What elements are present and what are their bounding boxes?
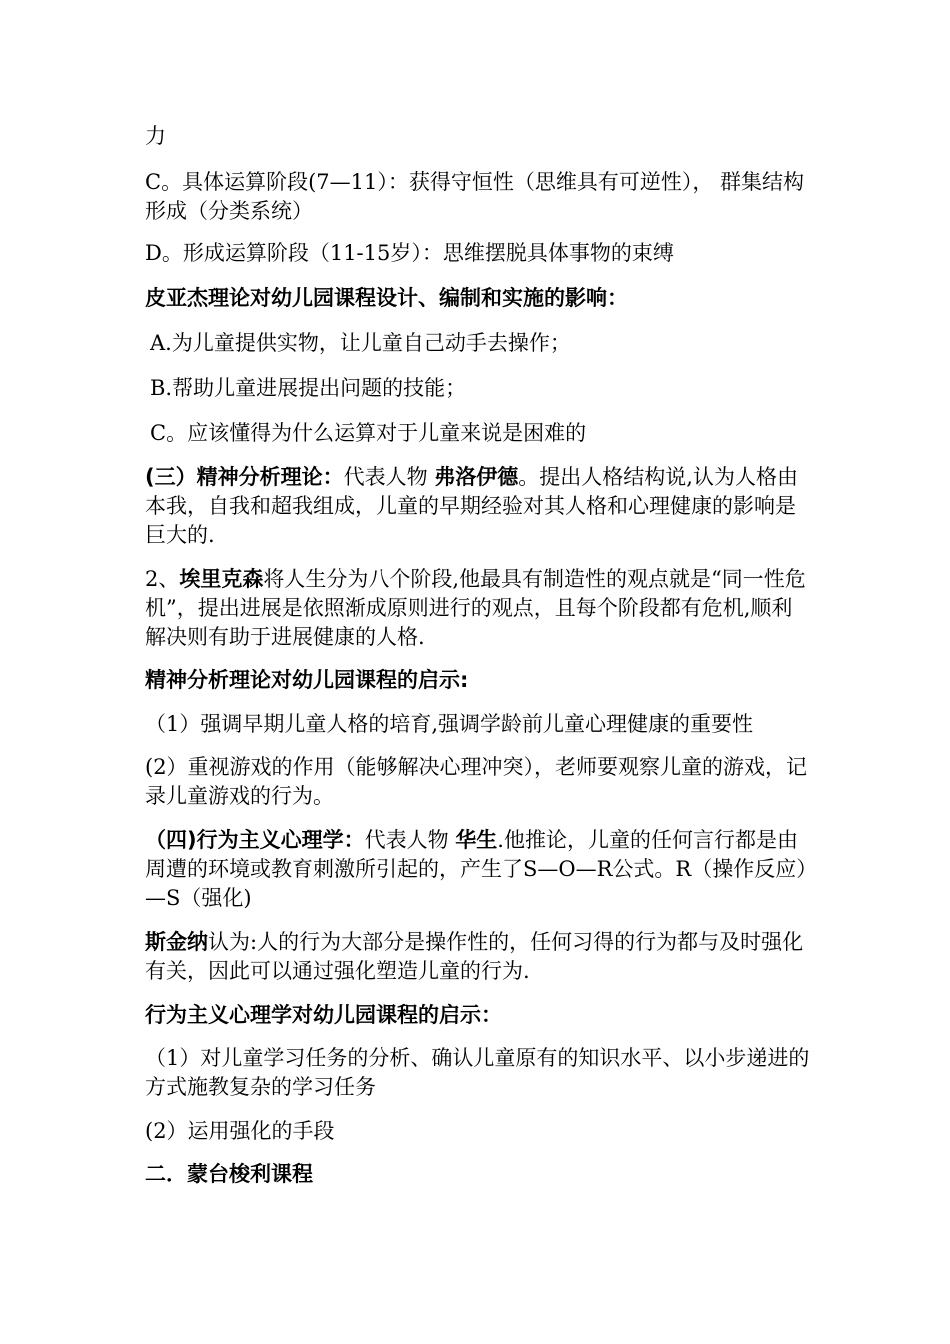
text: （1）强调早期儿童人格的培育,强调学龄前儿童心理健康的重要性	[145, 712, 754, 736]
paragraph-d-stage	[145, 239, 810, 268]
heading-behaviorism-inspiration	[145, 1001, 810, 1030]
person-name: 埃里克森	[179, 567, 264, 591]
heading-piaget-influence	[145, 284, 810, 313]
text: 。提出人格结构说,认为人格由本我，自我和超我组成，儿童的早期经验对其人格和心理健康的影响是巨大的.	[145, 465, 798, 547]
text: B.帮助儿童进展提出问题的技能；	[150, 376, 467, 400]
text: 皮亚杰理论对幼儿园课程设计、编制和实施的影响：	[145, 286, 628, 310]
text: （1）对儿童学习任务的分析、确认儿童原有的知识水平、以小步递进的方式施教复杂的学习任务	[145, 1046, 810, 1099]
person-name: 弗洛伊德	[434, 465, 519, 489]
list-item-psy-2	[145, 753, 810, 811]
person-name: 斯金纳	[145, 930, 208, 954]
text: 精神分析理论对幼儿园课程的启示:	[145, 668, 469, 692]
list-item-beh-2	[145, 1117, 810, 1146]
heading-montessori	[145, 1160, 810, 1189]
text: 2、	[145, 567, 180, 591]
text: 将人生分为八个阶段,他最具有制造性的观点就是“同一性危机”，提出进展是依照渐成原则进行的观点，且每个阶段都有危机,顺利解决则有助于进展健康的人格.	[145, 567, 806, 649]
text: 行为主义心理学对幼儿园课程的启示：	[145, 1003, 502, 1027]
person-name: 华生	[455, 828, 498, 852]
paragraph-li	[145, 122, 810, 151]
text: 代表人物	[364, 828, 456, 852]
paragraph-psychoanalysis	[145, 463, 810, 550]
text: 二．蒙台梭利课程	[145, 1162, 313, 1186]
heading-psychoanalysis-inspiration	[145, 666, 810, 695]
text: 代表人物	[343, 465, 435, 489]
paragraph-erikson	[145, 565, 810, 652]
section-heading: （四)行为主义心理学：	[145, 828, 365, 852]
text: 力	[145, 124, 166, 148]
text: .他推论，儿童的任何言行都是由周遭的环境或教育刺激所引起的，产生了S—O—R公式。R（操作反应）—S（强化)	[145, 828, 807, 910]
text: (2）运用强化的手段	[145, 1119, 335, 1143]
list-item-psy-1	[145, 710, 810, 739]
list-item-beh-1	[145, 1044, 810, 1102]
text: (2）重视游戏的作用（能够解决心理冲突），老师要观察儿童的游戏，记录儿童游戏的行为。	[145, 755, 808, 808]
text: D。形成运算阶段（11-15岁）：思维摆脱具体事物的束缚	[145, 241, 674, 265]
paragraph-behaviorism	[145, 826, 810, 913]
paragraph-skinner	[145, 928, 810, 986]
list-item-piaget-b	[150, 374, 815, 403]
text: C。应该懂得为什么运算对于儿童来说是困难的	[150, 421, 587, 445]
text: A.为儿童提供实物，让儿童自己动手去操作；	[150, 331, 571, 355]
text: 认为:人的行为大部分是操作性的，任何习得的行为都与及时强化有关，因此可以通过强化塑造儿童的行为.	[145, 930, 804, 983]
section-heading: (三）精神分析理论：	[145, 465, 344, 489]
text: C。具体运算阶段(7—11）：获得守恒性（思维具有可逆性）， 群集结构形成（分类系统）	[145, 170, 805, 223]
list-item-piaget-c	[150, 419, 815, 448]
list-item-piaget-a	[150, 329, 815, 358]
paragraph-c-stage	[145, 168, 810, 226]
